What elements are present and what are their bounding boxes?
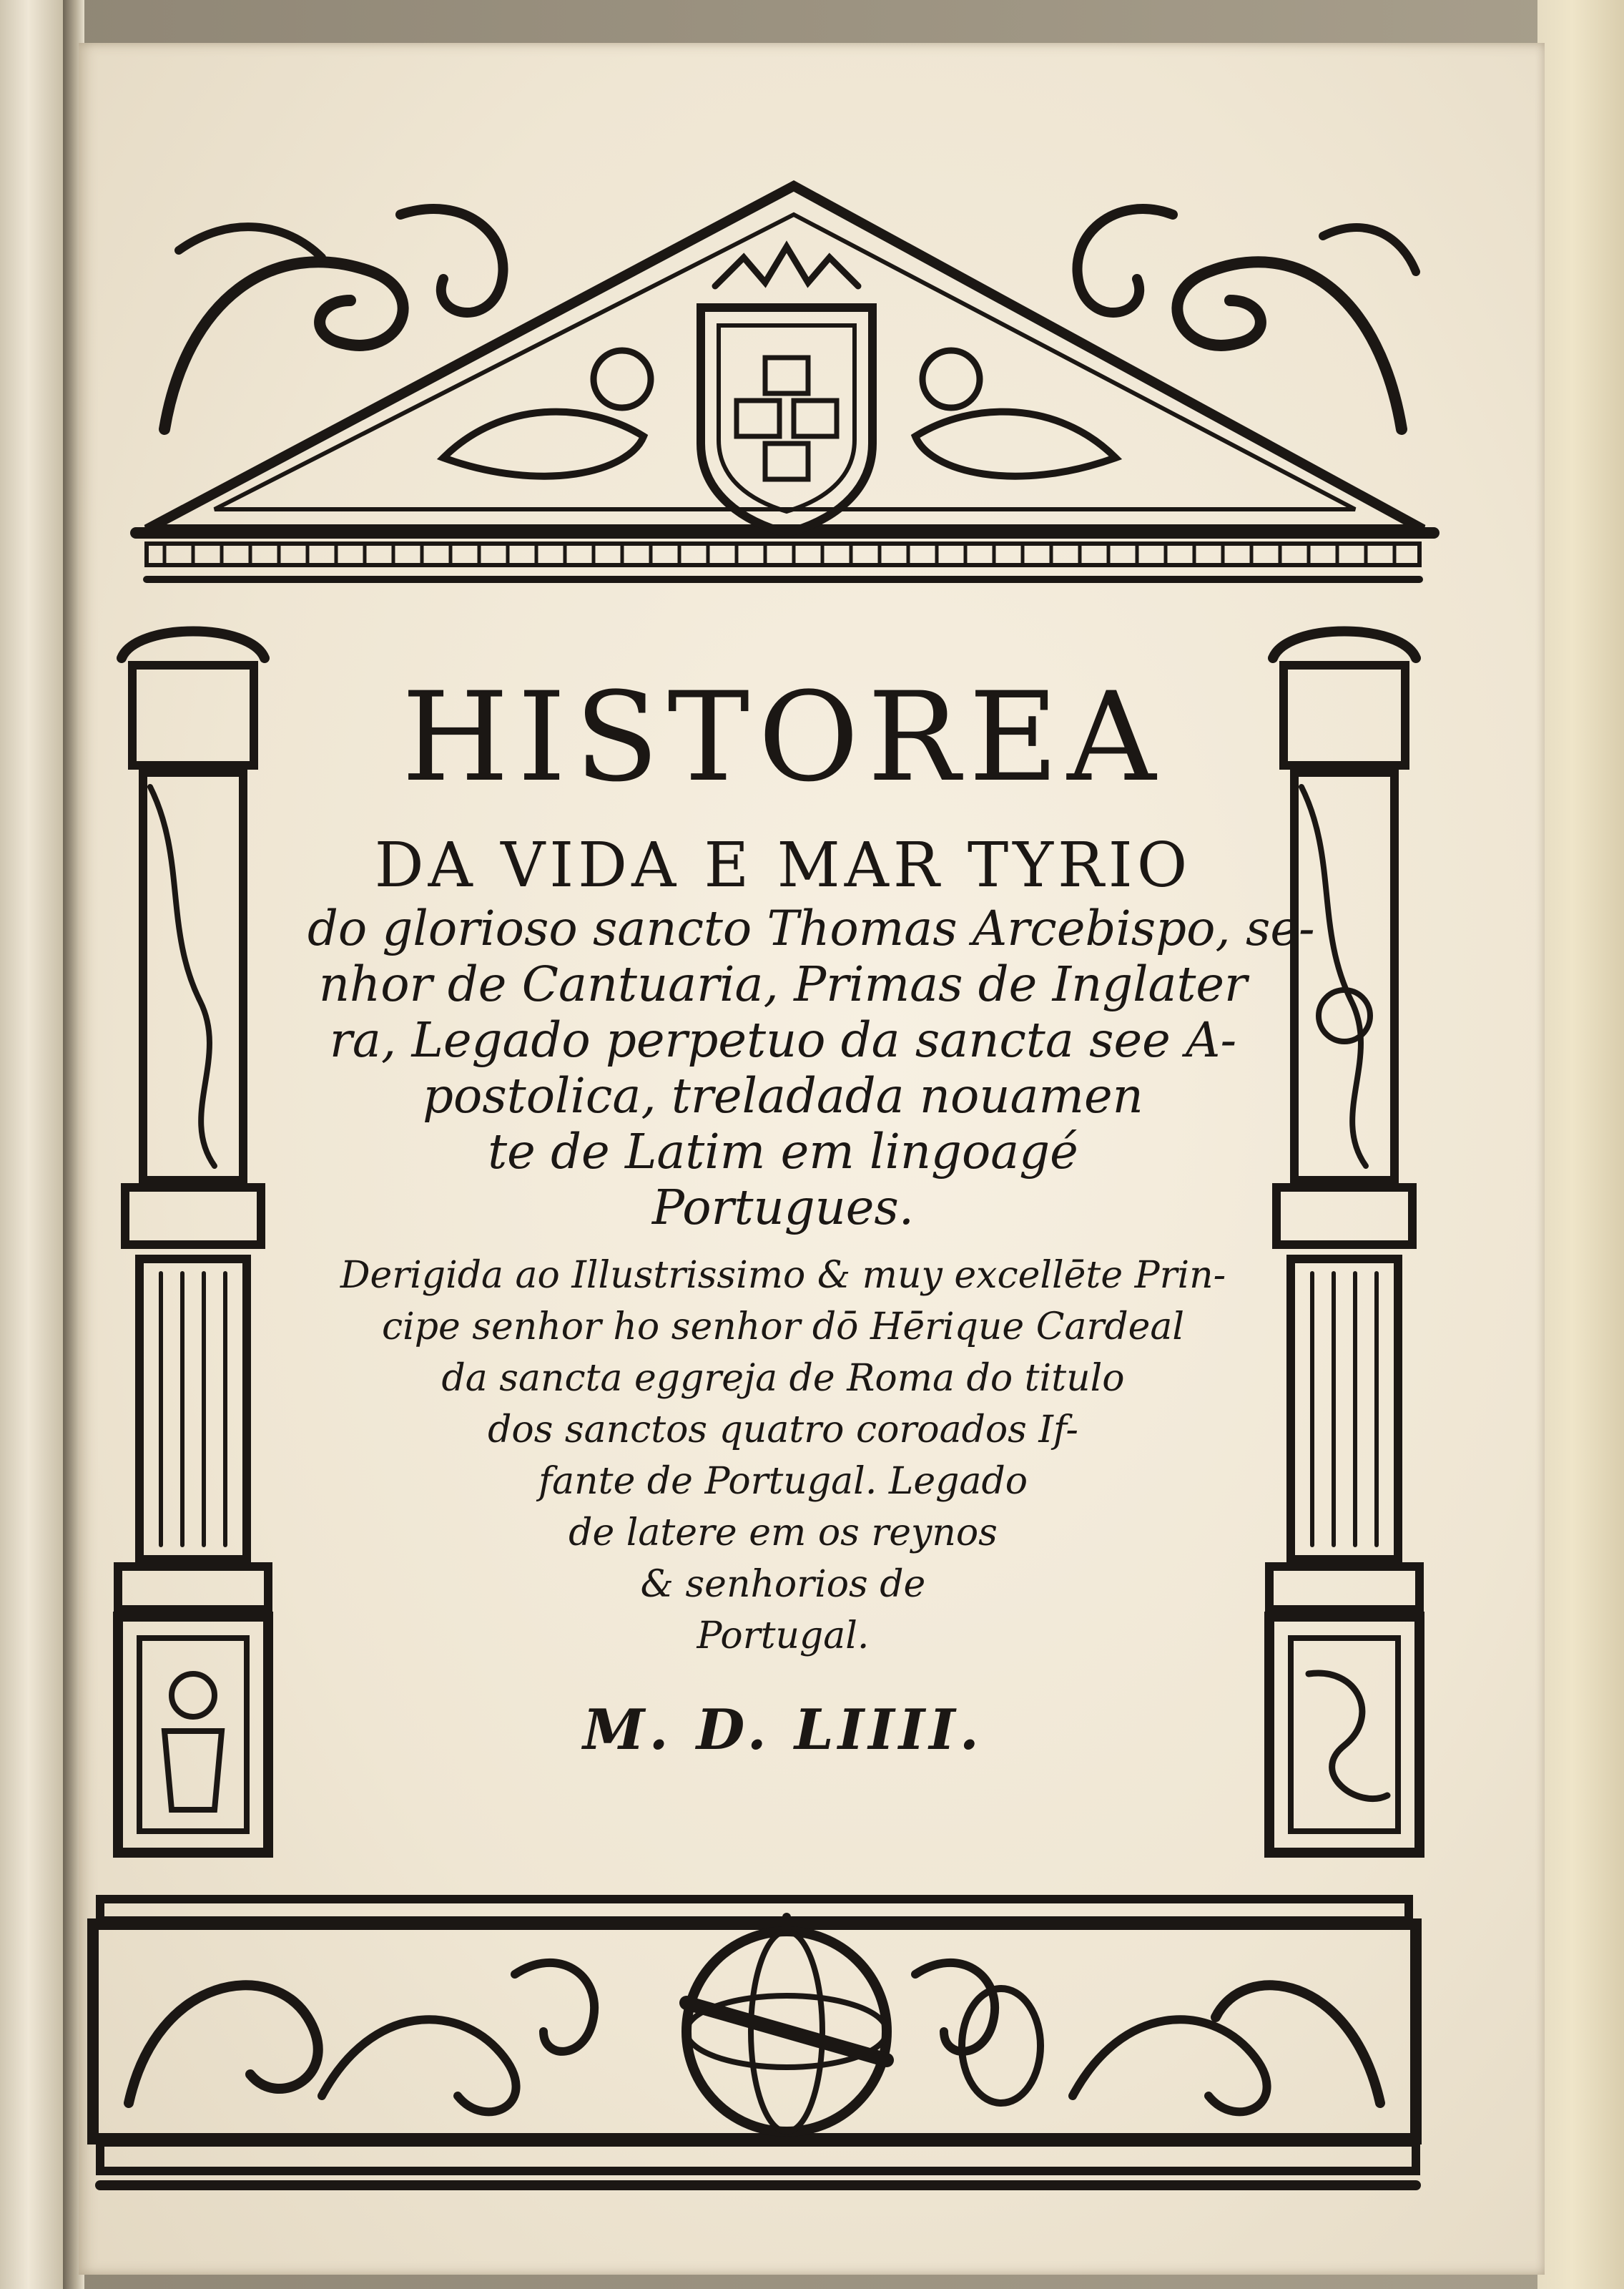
- left-column: [118, 632, 268, 1853]
- right-column: [1269, 632, 1419, 1853]
- body-line: Portugues.: [651, 1180, 915, 1235]
- dedication-line: & senhorios de: [640, 1563, 926, 1606]
- body-line: te de Latim em lingoagé: [488, 1124, 1078, 1180]
- publication-date: M. D. LIIII.: [583, 1697, 983, 1763]
- dedication-line: fante de Portugal. Legado: [538, 1460, 1028, 1503]
- bottom-frieze: [93, 1899, 1416, 2185]
- dedication-line: da sancta eggreja de Roma do titulo: [441, 1357, 1125, 1400]
- body-line: ra, Legado perpetuo da sancta see A-: [329, 1012, 1237, 1068]
- main-title: HISTOREA: [401, 665, 1165, 809]
- dedication-line: Derigida ao Illustrissimo & muy excellēte Prin-: [340, 1254, 1226, 1297]
- body-line: postolica, treladada nouamen: [423, 1068, 1143, 1124]
- armillary-sphere-icon: [686, 1917, 887, 2132]
- coat-of-arms-icon: [701, 247, 872, 533]
- dedication-line: dos sanctos quatro coroados If-: [488, 1408, 1078, 1451]
- body-line: do glorioso sancto Thomas Arcebispo, se-: [307, 901, 1315, 956]
- body-line: nhor de Cantuaria, Primas de Inglater: [318, 956, 1248, 1012]
- subtitle: DA VIDA E MAR TYRIO: [374, 830, 1192, 901]
- pediment-ornament: [136, 186, 1434, 579]
- dedication-line: Portugal.: [697, 1614, 870, 1657]
- dedication-line: cipe senhor ho senhor dō Hērique Cardeal: [381, 1305, 1185, 1348]
- dedication-line: de latere em os reynos: [569, 1511, 998, 1554]
